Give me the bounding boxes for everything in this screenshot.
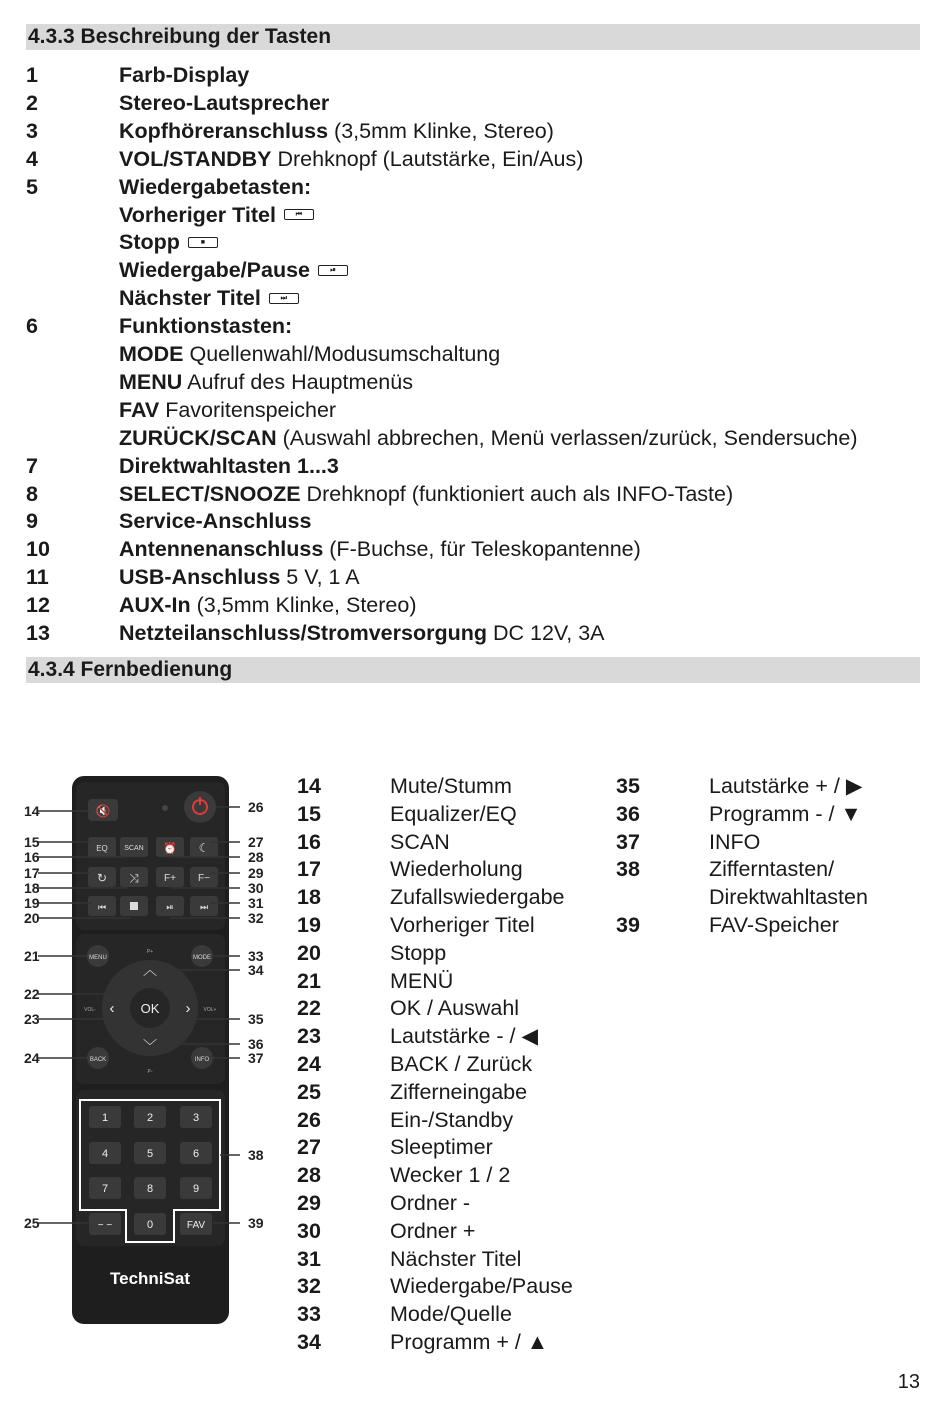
- key-number: 13: [26, 621, 50, 645]
- folder-minus-label: F−: [198, 873, 210, 884]
- key-name: FAV: [119, 397, 160, 422]
- menu-label: MENU: [89, 955, 107, 961]
- callout-number: 30: [248, 880, 264, 896]
- key-number: 2: [26, 90, 38, 115]
- p-minus-label: P-: [147, 1069, 153, 1075]
- key-detail: Drehknopf (Lautstärke, Ein/Aus): [271, 146, 584, 171]
- callout-number: 15: [24, 834, 40, 850]
- callout-number: 24: [24, 1050, 40, 1066]
- legend-number: 38: [616, 857, 640, 882]
- p-plus-label: P+: [146, 949, 154, 955]
- key-description: [119, 228, 218, 256]
- key-name: Antennenanschluss: [119, 537, 324, 562]
- key-description: [119, 368, 413, 396]
- key-description: [119, 535, 641, 563]
- legend-text: FAV-Speicher: [709, 913, 839, 937]
- legend-number: 18: [297, 885, 321, 910]
- key-detail: (Auswahl abbrechen, Menü verlassen/zurück, Sendersuche): [276, 425, 858, 450]
- callout-number: 27: [248, 834, 264, 850]
- callout-number: 33: [248, 948, 264, 964]
- page-number: 13: [897, 1371, 920, 1393]
- key-description: [119, 145, 583, 173]
- key-name: Netzteilanschluss/Stromversorgung: [119, 621, 487, 645]
- legend-number: 20: [297, 940, 321, 965]
- legend-text: Equalizer/EQ: [390, 801, 517, 826]
- key-name: Kopfhöreranschluss: [119, 118, 329, 143]
- key-description: [119, 452, 339, 480]
- callout-number: 35: [248, 1011, 264, 1027]
- callout-number: 34: [248, 962, 264, 978]
- chevron-down-icon: ﹀: [143, 1038, 157, 1054]
- key-detail: Drehknopf (funktioniert auch als INFO-Taste): [300, 481, 734, 506]
- legend-text: Lautstärke - / ◀: [390, 1024, 538, 1049]
- key-description: [119, 619, 605, 647]
- key-description: [119, 563, 360, 591]
- button-symbol-icon: ⏭: [269, 293, 299, 304]
- key-name: Stereo-Lautsprecher: [119, 90, 330, 115]
- key-number: 1: [26, 63, 38, 87]
- dash-label: − −: [97, 1220, 113, 1231]
- legend-number: 29: [297, 1191, 321, 1215]
- legend-text: Wiedergabe/Pause: [390, 1274, 573, 1299]
- legend-text: Programm - / ▼: [709, 801, 862, 826]
- legend-text: Ordner +: [390, 1218, 476, 1243]
- callout-number: 29: [248, 865, 264, 881]
- legend-text: Nächster Titel: [390, 1246, 522, 1271]
- legend-number: 17: [297, 857, 321, 882]
- remote-control-diagram: [24, 770, 280, 1330]
- key-name: AUX-In: [119, 593, 191, 618]
- key-number: 11: [26, 565, 49, 590]
- legend-text: Direktwahltasten: [709, 885, 868, 910]
- callout-number: 31: [248, 895, 264, 911]
- legend-text: Mode/Quelle: [390, 1302, 512, 1327]
- callout-number: 17: [24, 865, 40, 881]
- shuffle-icon: ⤨: [129, 871, 139, 885]
- key-name: Wiedergabe/Pause: [119, 258, 310, 283]
- callout-number: 25: [24, 1215, 40, 1231]
- key-name: Stopp: [119, 230, 180, 255]
- digit-label: 3: [192, 1112, 200, 1124]
- key-description: [119, 117, 554, 145]
- key-number: 12: [26, 593, 50, 618]
- callout-number: 18: [24, 880, 40, 896]
- legend-text: OK / Auswahl: [390, 996, 520, 1021]
- legend-text: MENÜ: [390, 968, 454, 993]
- key-number: 8: [26, 481, 38, 506]
- legend-number: 24: [297, 1052, 321, 1076]
- key-name: USB-Anschluss: [119, 565, 281, 590]
- key-description: [119, 284, 299, 312]
- legend-text: Mute/Stumm: [390, 774, 512, 798]
- key-description: [119, 340, 500, 368]
- key-detail: Quellenwahl/Modusumschaltung: [183, 342, 501, 366]
- legend-number: 15: [297, 801, 321, 826]
- legend-text: Wecker 1 / 2: [390, 1163, 511, 1188]
- digit-label: 2: [146, 1112, 154, 1124]
- chevron-up-icon: ︿: [143, 962, 157, 978]
- legend-text: SCAN: [390, 829, 450, 854]
- legend-number: 27: [297, 1135, 321, 1160]
- legend-text: Zifferneingabe: [390, 1079, 528, 1104]
- key-detail: (3,5mm Klinke, Stereo): [190, 593, 417, 618]
- ir-led: [162, 805, 168, 811]
- callout-number: 16: [24, 849, 40, 865]
- legend-text: Stopp: [390, 940, 447, 965]
- legend-text: Lautstärke + / ▶: [709, 774, 863, 798]
- callout-number: 19: [24, 895, 40, 911]
- scan-label: SCAN: [124, 845, 144, 852]
- legend-number: 34: [297, 1330, 321, 1354]
- key-name: MODE: [119, 342, 184, 366]
- callout-number: 20: [24, 910, 40, 926]
- play-pause-icon: ⏯: [166, 902, 174, 912]
- key-description: [119, 591, 417, 619]
- digit-label: 6: [192, 1148, 200, 1160]
- legend-text: Sleeptimer: [390, 1135, 493, 1160]
- callout-number: 26: [248, 799, 264, 815]
- key-name: SELECT/SNOOZE: [119, 481, 301, 506]
- digit-label: 0: [146, 1219, 154, 1231]
- legend-number: 30: [297, 1218, 321, 1243]
- button-symbol-icon: ■: [188, 237, 218, 248]
- key-detail: Aufruf des Hauptmenüs: [182, 369, 413, 394]
- legend-number: 37: [616, 829, 640, 854]
- callout-number: 37: [248, 1050, 264, 1066]
- legend-number: 39: [616, 913, 640, 937]
- key-name: Funktionstasten:: [119, 314, 293, 339]
- digit-label: 8: [146, 1183, 154, 1195]
- callout-number: 38: [248, 1147, 264, 1163]
- legend-text: BACK / Zurück: [390, 1052, 533, 1076]
- key-number: 7: [26, 453, 38, 478]
- legend-text: Ein-/Standby: [390, 1107, 514, 1132]
- digit-label: 1: [101, 1112, 109, 1124]
- key-number: 4: [26, 146, 38, 171]
- legend-number: 22: [297, 996, 321, 1021]
- legend-number: 25: [297, 1079, 321, 1104]
- folder-plus-label: F+: [164, 873, 176, 884]
- digit-label: 5: [146, 1148, 154, 1160]
- key-detail: (3,5mm Klinke, Stereo): [328, 118, 554, 143]
- key-number: 6: [26, 314, 38, 339]
- key-description: [119, 61, 249, 89]
- digit-label: 4: [101, 1148, 109, 1160]
- fav-label: FAV: [186, 1220, 206, 1231]
- section-heading-433: 4.3.3 Beschreibung der Tasten: [26, 24, 920, 50]
- legend-number: 23: [297, 1024, 321, 1049]
- moon-icon: ☾: [198, 841, 210, 855]
- key-detail: 5 V, 1 A: [280, 565, 360, 590]
- repeat-icon: ↻: [96, 871, 108, 885]
- legend-text: Ordner -: [390, 1191, 471, 1215]
- callout-number: 39: [248, 1215, 264, 1231]
- key-name: MENU: [119, 369, 183, 394]
- button-symbol-icon: ⏯: [318, 265, 348, 276]
- mute-icon: 🔇: [95, 804, 111, 818]
- key-description: [119, 312, 292, 340]
- digit-label: 7: [101, 1183, 109, 1195]
- key-name: Vorheriger Titel: [119, 202, 276, 227]
- legend-text: Vorheriger Titel: [390, 913, 535, 937]
- key-description: [119, 173, 311, 201]
- legend-number: 31: [297, 1246, 321, 1271]
- back-label: BACK: [89, 1057, 107, 1063]
- legend-text: Zifferntasten/: [709, 857, 835, 882]
- legend-number: 28: [297, 1163, 321, 1188]
- eq-label: EQ: [96, 844, 108, 853]
- key-description: [119, 507, 311, 535]
- mode-label: MODE: [193, 955, 211, 961]
- legend-number: 33: [297, 1302, 321, 1327]
- legend-text: Programm + / ▲: [390, 1330, 549, 1354]
- key-description: [119, 480, 733, 508]
- key-description: [119, 256, 348, 284]
- key-name: Farb-Display: [119, 63, 250, 87]
- key-name: Service-Anschluss: [119, 509, 312, 534]
- ok-label: OK: [140, 1001, 160, 1016]
- key-detail: (F-Buchse, für Teleskopantenne): [323, 537, 641, 562]
- legend-number: 26: [297, 1107, 321, 1132]
- key-description: [119, 424, 857, 452]
- key-detail: DC 12V, 3A: [486, 621, 605, 645]
- key-name: Nächster Titel: [119, 286, 261, 311]
- callout-number: 36: [248, 1036, 264, 1052]
- next-icon: ⏭: [199, 902, 209, 912]
- callout-number: 23: [24, 1011, 40, 1027]
- vol-plus-label: VOL+: [203, 1007, 217, 1013]
- callout-number: 22: [24, 986, 40, 1002]
- callout-number: 21: [24, 948, 40, 964]
- chevron-right-icon: ›: [185, 1000, 191, 1017]
- legend-number: 16: [297, 829, 321, 854]
- key-number: 3: [26, 118, 38, 143]
- legend-text: Wiederholung: [390, 857, 523, 882]
- key-name: ZURÜCK/SCAN: [119, 425, 277, 450]
- digit-label: 9: [192, 1183, 200, 1195]
- legend-number: 14: [297, 774, 321, 798]
- power-button: [184, 791, 216, 823]
- key-name: Direktwahltasten 1...3: [119, 453, 339, 478]
- legend-number: 32: [297, 1274, 321, 1299]
- key-description: [119, 89, 329, 117]
- button-symbol-icon: ⏮: [284, 209, 314, 220]
- key-description: [119, 201, 314, 229]
- callout-number: 32: [248, 910, 264, 926]
- vol-minus-label: VOL-: [84, 1007, 96, 1013]
- key-number: 10: [26, 537, 50, 562]
- prev-icon: ⏮: [97, 902, 107, 912]
- alarm-icon: ⏰: [163, 843, 177, 855]
- key-number: 9: [26, 509, 38, 534]
- legend-number: 21: [297, 968, 321, 993]
- key-name: Wiedergabetasten:: [119, 174, 312, 199]
- callout-number: 14: [24, 803, 40, 819]
- key-detail: Favoritenspeicher: [159, 397, 337, 422]
- key-description: [119, 396, 336, 424]
- brand-logo: TechniSat: [110, 1269, 190, 1288]
- callout-number: 28: [248, 849, 264, 865]
- legend-number: 19: [297, 913, 321, 937]
- key-number: 5: [26, 174, 38, 199]
- legend-number: 35: [616, 774, 640, 798]
- legend-text: Zufallswiedergabe: [390, 885, 565, 910]
- section-heading-434: 4.3.4 Fernbedienung: [26, 657, 920, 683]
- legend-text: INFO: [709, 829, 761, 854]
- stop-icon: [130, 902, 138, 910]
- legend-number: 36: [616, 801, 640, 826]
- chevron-left-icon: ‹: [109, 1000, 115, 1017]
- info-label: INFO: [194, 1057, 210, 1063]
- key-name: VOL/STANDBY: [119, 146, 272, 171]
